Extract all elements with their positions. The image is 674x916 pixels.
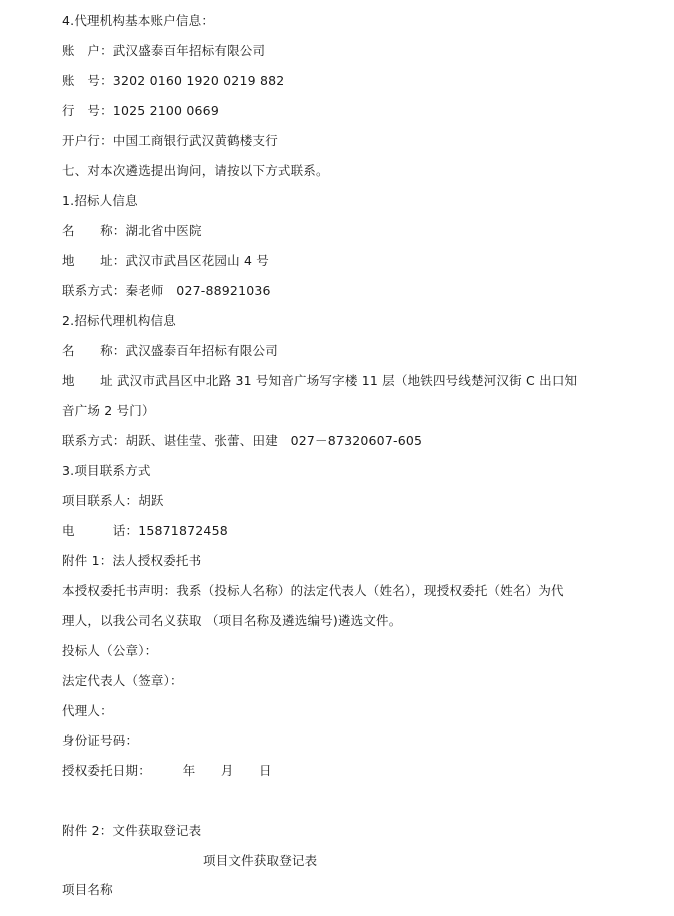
legal-representative-line: 法定代表人（签章）： [62,673,183,688]
agency-info-heading: 2.招标代理机构信息 [62,313,176,328]
tenderer-contact-line: 联系方式：秦老师 027-88921036 [62,283,271,298]
agent-line: 代理人： [62,703,113,718]
authorization-statement-line-2: 理人，以我公司名义获取 （项目名称及遴选编号)遴选文件。 [62,613,402,628]
attachment-two-heading: 附件 2：文件获取登记表 [62,823,202,838]
id-number-line: 身份证号码： [62,733,139,748]
tenderer-info-heading: 1.招标人信息 [62,193,138,208]
account-name-line: 账 户：武汉盛泰百年招标有限公司 [62,43,266,58]
tenderer-name-line: 名 称：湖北省中医院 [62,223,202,238]
agency-account-heading: 4.代理机构基本账户信息： [62,13,215,28]
attachment-one-heading: 附件 1：法人授权委托书 [62,553,202,568]
authorization-statement-line-1: 本授权委托书声明：我系（投标人名称）的法定代表人（姓名），现授权委托（姓名）为代 [62,583,564,598]
bank-code-line: 行 号：1025 2100 0669 [62,103,219,118]
project-contact-heading: 3.项目联系方式 [62,463,151,478]
agency-name-line: 名 称：武汉盛泰百年招标有限公司 [62,343,278,358]
project-name-label: 项目名称 [62,882,113,897]
bidder-seal-line: 投标人（公章）： [62,643,158,658]
section-seven-heading: 七、对本次遴选提出询问，请按以下方式联系。 [62,163,329,178]
agency-address-line: 地 址 武汉市武昌区中北路 31 号知音广场写字楼 11 层（地铁四号线楚河汉街 C 出口知 [62,373,578,388]
project-phone-line: 电 话：15871872458 [62,523,228,538]
agency-contact-line: 联系方式：胡跃、谌佳莹、张蕾、田建 027－87320607-605 [62,433,423,448]
bank-branch-line: 开户行：中国工商银行武汉黄鹤楼支行 [62,133,278,148]
project-contact-person-line: 项目联系人：胡跃 [62,493,164,508]
agency-address-continuation: 音广场 2 号门） [62,403,155,418]
tenderer-address-line: 地 址：武汉市武昌区花园山 4 号 [62,253,270,268]
account-number-line: 账 号：3202 0160 1920 0219 882 [62,73,285,88]
authorization-date-line: 授权委托日期： 年 月 日 [62,763,272,778]
registration-form-title: 项目文件获取登记表 [203,853,318,868]
